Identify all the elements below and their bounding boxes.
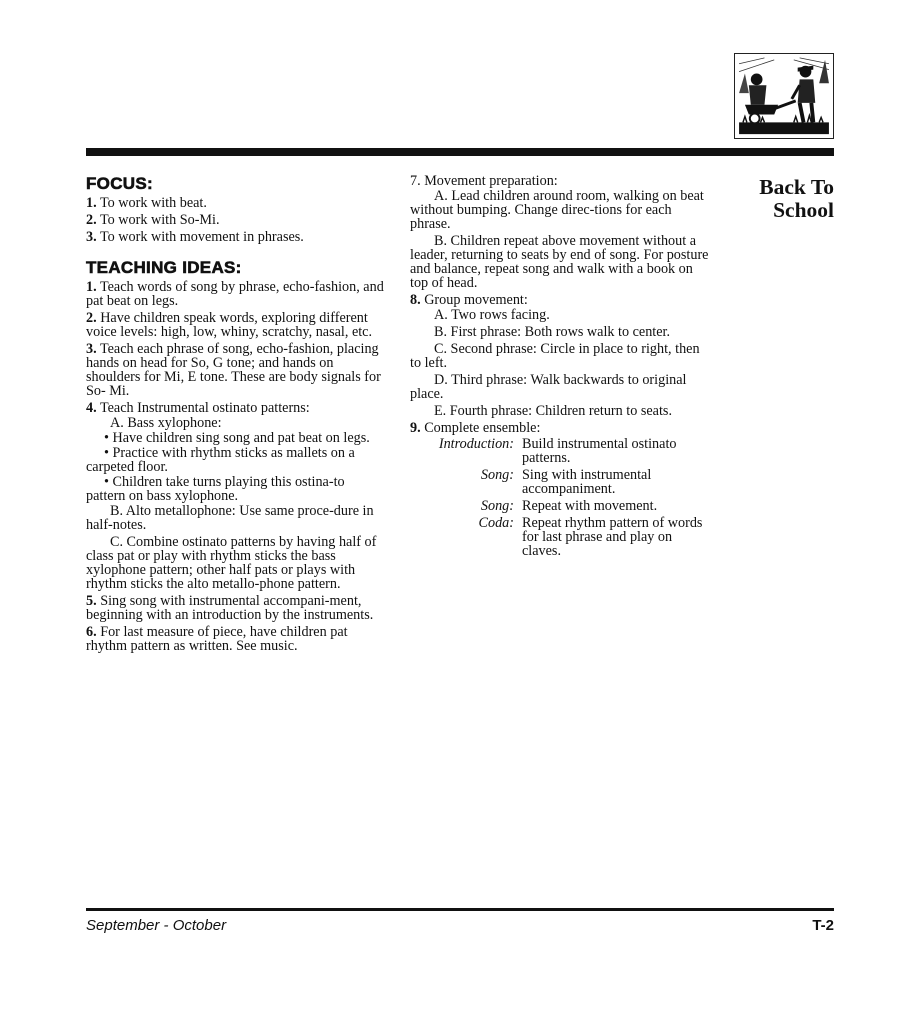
ensemble-label: Song: xyxy=(480,467,514,483)
teaching-item-7b: B. Children repeat above movement without a leader, returning to seats by end of song. For posture and balance, repeat song and walk with a book on top of head. xyxy=(410,233,709,291)
teaching-item-4: 4. Teach Instrumental ostinato patterns: xyxy=(86,400,310,416)
bottom-rule xyxy=(86,908,834,911)
teaching-item-5: 5. Sing song with instrumental accompani-ment, beginning with an introduction by the instruments. xyxy=(86,593,374,623)
teaching-item-6: 6. For last measure of piece, have children pat rhythm pattern as written. See music. xyxy=(86,624,348,654)
ensemble-text: Repeat with movement. xyxy=(522,498,658,514)
ensemble-text: Repeat rhythm pattern of words for last phrase and play on claves. xyxy=(522,515,703,559)
teaching-item-9: 9. Complete ensemble: xyxy=(410,420,541,436)
teaching-item-8a: A. Two rows facing. xyxy=(434,307,550,323)
ensemble-label: Introduction: xyxy=(438,436,514,452)
teaching-item-7a: A. Lead children around room, walking on beat without bumping. Change direc-tions for each phrase. xyxy=(410,188,704,232)
teaching-item-4c: C. Combine ostinato patterns by having half of class pat or play with rhythm sticks the bass xylophone pattern; other half pats or plays with rhythm sticks the alto metallo-phone pattern. xyxy=(86,534,377,592)
focus-item: 2. To work with So-Mi. xyxy=(86,212,220,228)
teaching-item-4a-bullet: • Children take turns playing this ostina-to pattern on bass xylophone. xyxy=(86,474,345,504)
section-title xyxy=(712,176,834,222)
teaching-item-8b: B. First phrase: Both rows walk to center. xyxy=(434,324,671,340)
teaching-item-8: 8. Group movement: xyxy=(410,292,528,308)
teaching-item-8e: E. Fourth phrase: Children return to seats. xyxy=(434,403,672,419)
illustration-woodcut xyxy=(734,53,834,139)
focus-item: 1. To work with beat. xyxy=(86,195,207,211)
left-column xyxy=(86,174,386,656)
teaching-item-8d: D. Third phrase: Walk backwards to original place. xyxy=(410,372,687,402)
children-wheelbarrow-woodcut-icon xyxy=(735,54,833,138)
ensemble-list xyxy=(410,437,710,561)
focus-item: 3. To work with movement in phrases. xyxy=(86,229,304,245)
teaching-ideas-heading: TEACHING IDEAS: xyxy=(86,258,242,277)
ensemble-text: Sing with instrumental accompaniment. xyxy=(522,467,652,497)
middle-column xyxy=(410,174,710,561)
focus-heading: FOCUS: xyxy=(86,174,153,193)
teaching-item-4a-bullet: • Practice with rhythm sticks as mallets on a carpeted floor. xyxy=(86,445,355,475)
teaching-item-2: 2. Have children speak words, exploring different voice levels: high, low, whiny, scratchy, nasal, etc. xyxy=(86,310,373,340)
teaching-item-8c: C. Second phrase: Circle in place to right, then to left. xyxy=(410,341,700,371)
footer-month: September - October xyxy=(86,917,227,934)
page-number: T-2 xyxy=(812,917,834,934)
teaching-item-4a: A. Bass xylophone: xyxy=(110,415,222,431)
section-title-line2: School xyxy=(773,198,834,222)
ensemble-text: Build instrumental ostinato patterns. xyxy=(522,436,677,466)
ensemble-label: Song: xyxy=(480,498,514,514)
teaching-item-1: 1. Teach words of song by phrase, echo-fashion, and pat beat on legs. xyxy=(86,279,384,309)
teaching-item-4b: B. Alto metallophone: Use same proce-dure in half-notes. xyxy=(86,503,374,533)
teaching-item-3: 3. Teach each phrase of song, echo-fashion, placing hands on head for So, G tone; and hands on shoulders for Mi, E tone. These are body signals for So- Mi. xyxy=(86,341,381,399)
teaching-item-7: 7. Movement preparation: xyxy=(410,173,558,189)
ensemble-label: Coda: xyxy=(478,515,514,531)
section-title-line1: Back To xyxy=(759,175,834,199)
teaching-item-4a-bullet: • Have children sing song and pat beat on legs. xyxy=(104,430,370,446)
top-rule xyxy=(86,148,834,156)
